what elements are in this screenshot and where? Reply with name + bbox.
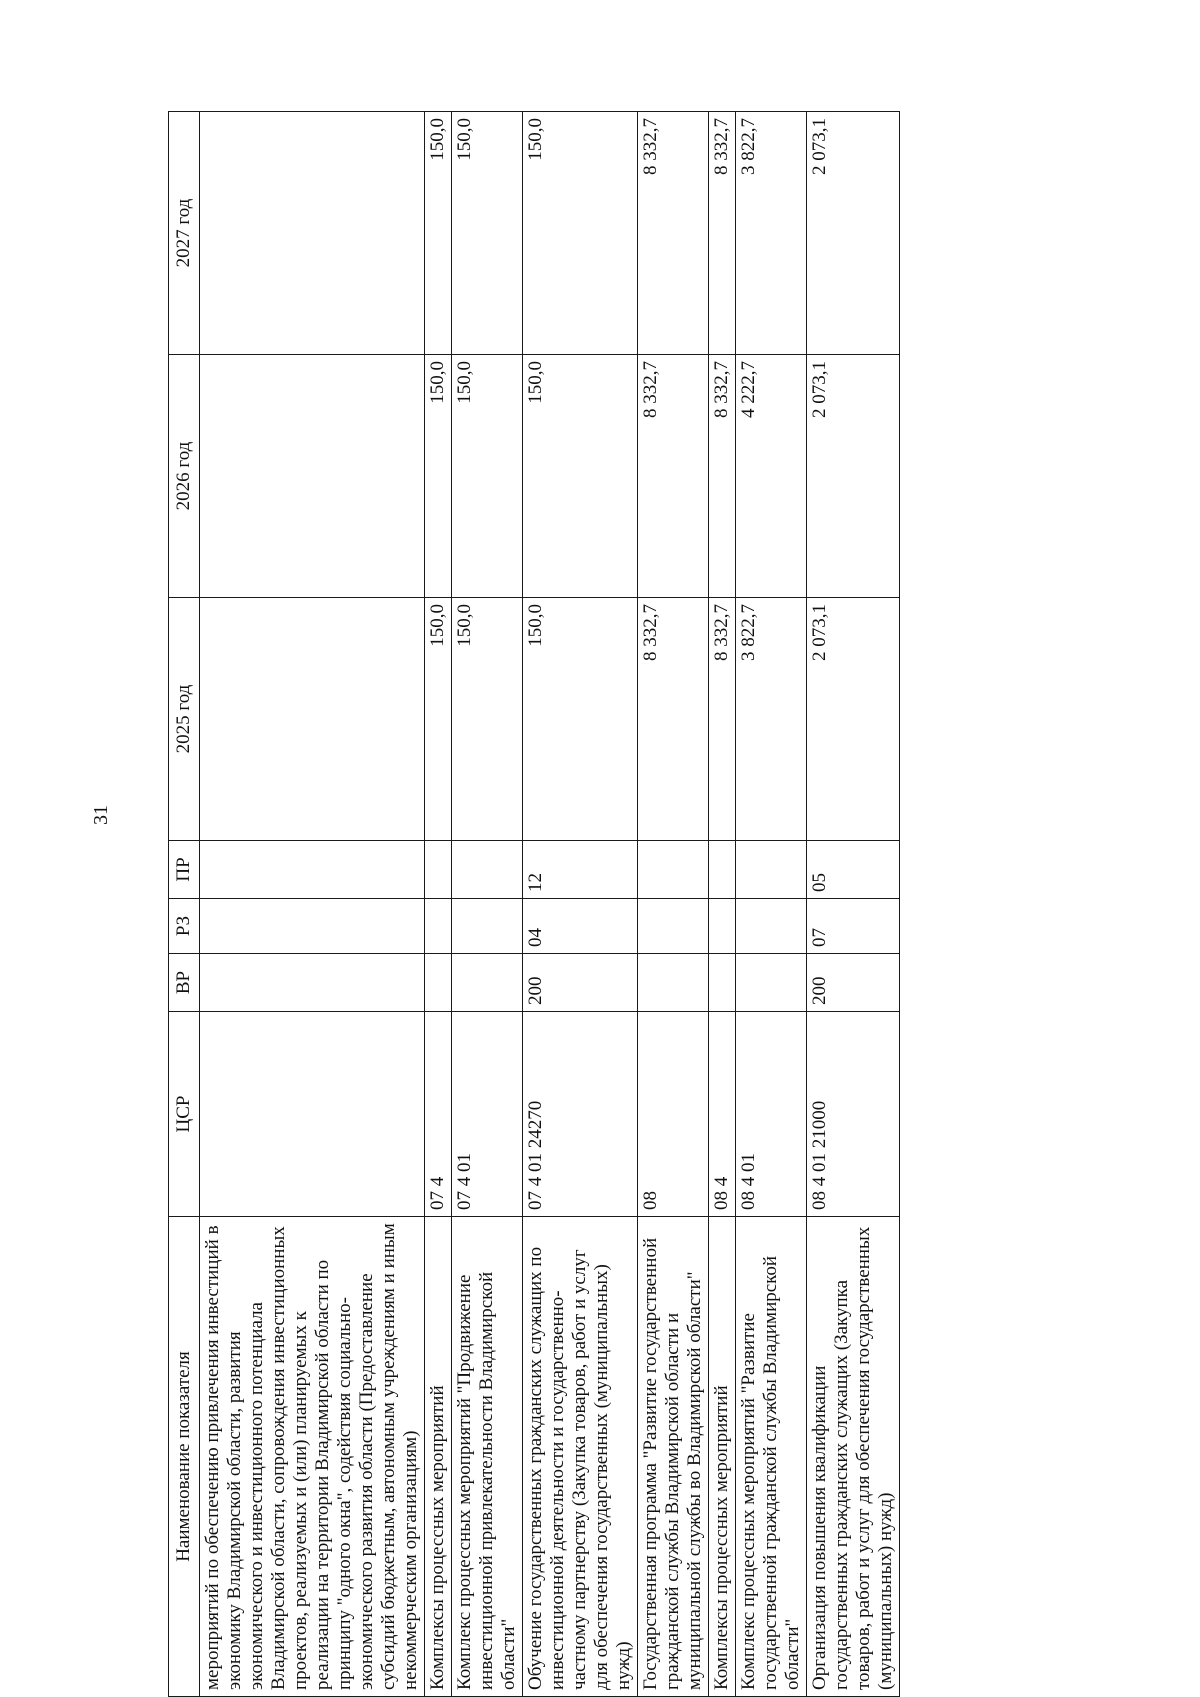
row-pr — [425, 841, 452, 899]
table-row — [425, 112, 452, 1697]
page-number: 31 — [90, 805, 112, 825]
row-csr: 07 4 01 24270 — [523, 1012, 638, 1217]
header-name: Наименование показателя — [169, 1217, 200, 1697]
row-2025 — [200, 598, 425, 841]
row-2027: 150,0 — [425, 112, 452, 355]
row-csr — [200, 1012, 425, 1217]
header-vr: ВР — [169, 954, 200, 1012]
row-2026 — [200, 355, 425, 598]
row-csr: 07 4 01 — [452, 1012, 523, 1217]
row-rz — [638, 899, 709, 954]
row-name: Комплексы процессных мероприятий — [709, 1217, 736, 1697]
row-rz — [425, 899, 452, 954]
row-2027: 8 332,7 — [709, 112, 736, 355]
table-row — [452, 112, 523, 1697]
header-rz: РЗ — [169, 899, 200, 954]
row-2026: 150,0 — [425, 355, 452, 598]
row-csr: 07 4 — [425, 1012, 452, 1217]
row-vr: 200 — [523, 954, 638, 1012]
row-2025: 150,0 — [452, 598, 523, 841]
header-2025: 2025 год — [169, 598, 200, 841]
rotated-page-content — [168, 107, 1108, 1697]
row-name: мероприятий по обеспечению привлечения инвестиций в экономику Владимирской области, развития экономического и инвестиционного потенциала Владимирской области, сопровождения инвестиционных проектов, реализуемых и (или) планируемых к реализации на территории Владимирской области по принципу "одного окна", содействия социально-экономического развития области (Предоставление субсидий бюджетным, автономным учреждениям и иным некоммерческим организациям) — [200, 1217, 425, 1697]
row-2027 — [200, 112, 425, 355]
row-pr — [709, 841, 736, 899]
row-csr: 08 4 01 — [736, 1012, 807, 1217]
header-csr: ЦСР — [169, 1012, 200, 1217]
row-2027: 150,0 — [452, 112, 523, 355]
table-row — [807, 112, 900, 1697]
row-rz — [709, 899, 736, 954]
row-name: Комплексы процессных мероприятий — [425, 1217, 452, 1697]
row-2026: 150,0 — [523, 355, 638, 598]
row-rz — [736, 899, 807, 954]
row-2026: 150,0 — [452, 355, 523, 598]
row-rz — [452, 899, 523, 954]
row-2025: 3 822,7 — [736, 598, 807, 841]
row-pr: 05 — [807, 841, 900, 899]
row-pr — [452, 841, 523, 899]
row-2025: 2 073,1 — [807, 598, 900, 841]
row-pr — [200, 841, 425, 899]
row-vr: 200 — [807, 954, 900, 1012]
table-row — [638, 112, 709, 1697]
row-vr — [709, 954, 736, 1012]
row-2027: 8 332,7 — [638, 112, 709, 355]
row-2025: 8 332,7 — [638, 598, 709, 841]
row-name: Обучение государственных гражданских служащих по инвестиционной деятельности и государственно-частному партнерству (Закупка товаров, работ и услуг для обеспечения государственных (муниципальных) нужд) — [523, 1217, 638, 1697]
row-2025: 8 332,7 — [709, 598, 736, 841]
row-pr: 12 — [523, 841, 638, 899]
row-name: Комплекс процессных мероприятий "Продвижение инвестиционной привлекательности Владимирской области" — [452, 1217, 523, 1697]
row-name: Комплекс процессных мероприятий "Развитие государственной гражданской службы Владимирской области" — [736, 1217, 807, 1697]
table-header-row — [169, 112, 200, 1697]
row-vr — [736, 954, 807, 1012]
row-vr — [425, 954, 452, 1012]
row-vr — [638, 954, 709, 1012]
row-csr: 08 — [638, 1012, 709, 1217]
row-2026: 8 332,7 — [638, 355, 709, 598]
header-pr: ПР — [169, 841, 200, 899]
row-vr — [452, 954, 523, 1012]
table-row — [523, 112, 638, 1697]
row-csr: 08 4 — [709, 1012, 736, 1217]
row-2026: 8 332,7 — [709, 355, 736, 598]
table-row — [736, 112, 807, 1697]
row-rz: 04 — [523, 899, 638, 954]
row-csr: 08 4 01 21000 — [807, 1012, 900, 1217]
table-row — [709, 112, 736, 1697]
row-2027: 150,0 — [523, 112, 638, 355]
header-2026: 2026 год — [169, 355, 200, 598]
header-2027: 2027 год — [169, 112, 200, 355]
row-2027: 3 822,7 — [736, 112, 807, 355]
row-rz: 07 — [807, 899, 900, 954]
row-2025: 150,0 — [425, 598, 452, 841]
row-2025: 150,0 — [523, 598, 638, 841]
row-name: Государственная программа "Развитие государственной гражданской службы Владимирской области и муниципальной службы во Владимирской области" — [638, 1217, 709, 1697]
row-pr — [736, 841, 807, 899]
row-pr — [638, 841, 709, 899]
budget-table — [168, 111, 900, 1697]
table-row — [200, 112, 425, 1697]
row-2027: 2 073,1 — [807, 112, 900, 355]
row-rz — [200, 899, 425, 954]
row-name: Организация повышения квалификации государственных гражданских служащих (Закупка товаров, работ и услуг для обеспечения государственных (муниципальных) нужд) — [807, 1217, 900, 1697]
row-vr — [200, 954, 425, 1012]
row-2026: 4 222,7 — [736, 355, 807, 598]
row-2026: 2 073,1 — [807, 355, 900, 598]
